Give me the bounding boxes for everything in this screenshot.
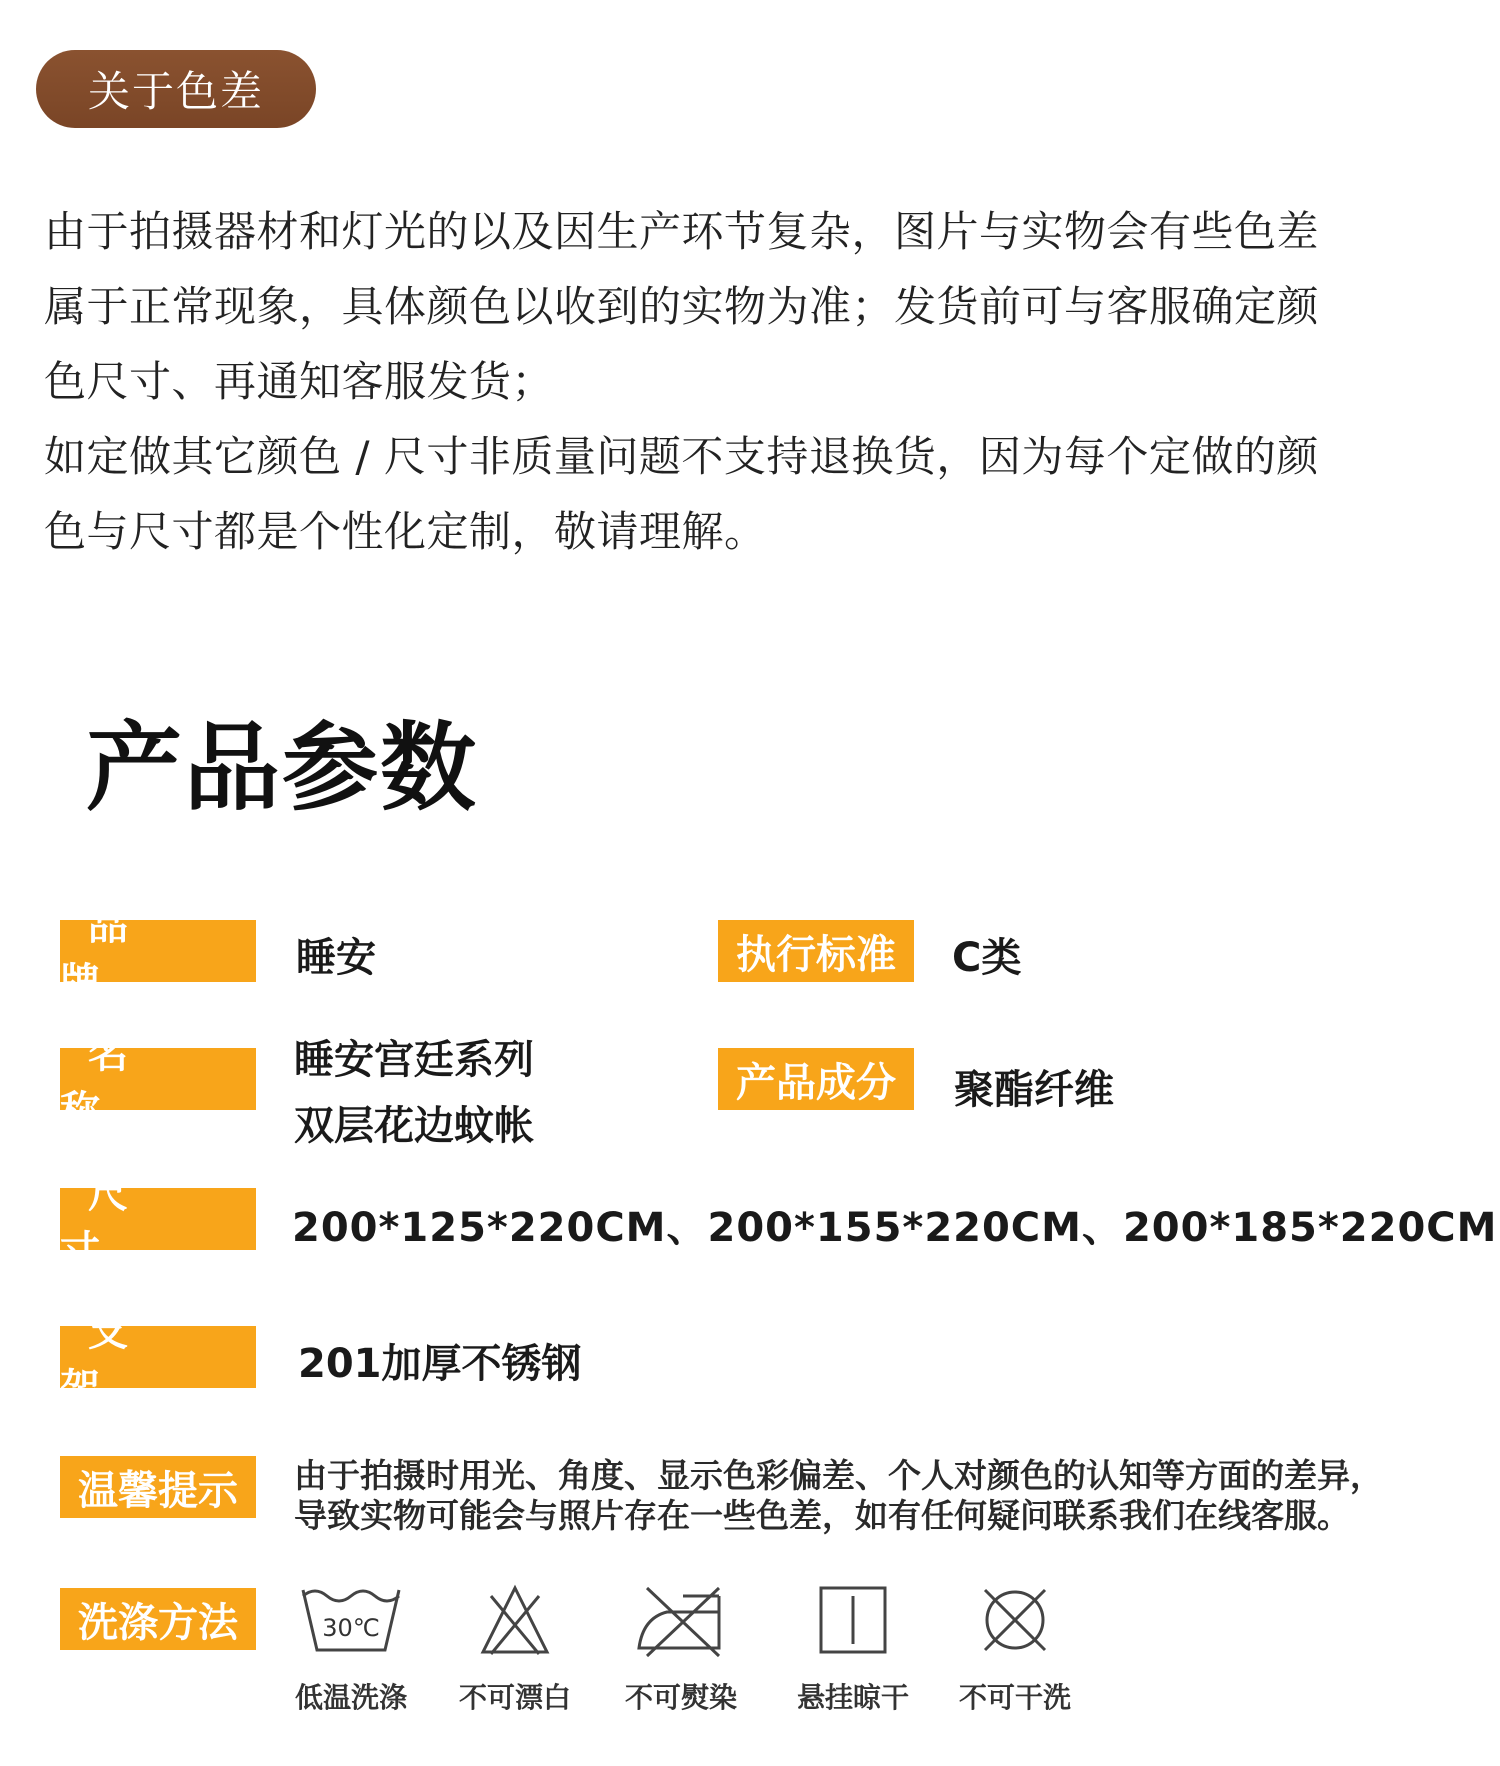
standard-label: 执行标准 [718, 920, 914, 982]
tip-label: 温馨提示 [60, 1456, 256, 1518]
name-value-line2: 双层花边蚊帐 [294, 1103, 534, 1149]
frame-label: 支 架 [60, 1326, 256, 1388]
material-label: 产品成分 [718, 1048, 914, 1110]
care-caption: 不可熨染 [624, 1681, 737, 1714]
no-iron-icon [633, 1582, 729, 1658]
color-diff-title: 关于色差 [87, 67, 264, 116]
name-label: 名 称 [60, 1048, 256, 1110]
wash-label: 洗涤方法 [60, 1588, 256, 1650]
care-caption: 低温洗涤 [294, 1681, 407, 1714]
color-diff-notice [44, 194, 1464, 569]
care-item-no-iron [606, 1582, 756, 1716]
no-bleach-icon [477, 1582, 553, 1658]
tip-line: 由于拍摄时用光、角度、显示色彩偏差、个人对颜色的认知等方面的差异， [294, 1456, 1383, 1495]
care-caption: 不可漂白 [458, 1681, 571, 1714]
size-label: 尺 寸 [60, 1188, 256, 1250]
notice-line: 如定做其它颜色 / 尺寸非质量问题不支持退换货，因为每个定做的颜 [44, 432, 1319, 481]
notice-line: 色与尺寸都是个性化定制，敬请理解。 [44, 507, 767, 556]
name-value-line1: 睡安宫廷系列 [294, 1037, 534, 1083]
care-caption: 悬挂晾干 [796, 1681, 909, 1714]
tip-line: 导致实物可能会与照片存在一些色差，如有任何疑问联系我们在线客服。 [294, 1496, 1350, 1535]
size-value: 200*125*220CM、200*155*220CM、200*185*220CM [292, 1205, 1498, 1251]
standard-value: C类 [952, 935, 1022, 981]
material-value: 聚酯纤维 [954, 1067, 1114, 1113]
wash-temp-text: 30℃ [322, 1614, 380, 1642]
tip-text [294, 1456, 1444, 1536]
color-diff-badge [36, 50, 316, 128]
care-item-no-dry-clean [940, 1582, 1090, 1716]
notice-line: 色尺寸、再通知客服发货； [44, 357, 555, 406]
brand-label: 品 牌 [60, 920, 256, 982]
notice-line: 属于正常现象，具体颜色以收到的实物为准；发货前可与客服确定颜 [44, 282, 1320, 331]
care-item-low-temp [276, 1582, 426, 1716]
care-caption: 不可干洗 [958, 1681, 1071, 1714]
care-item-no-bleach [440, 1582, 590, 1716]
wash-30-icon [299, 1582, 403, 1658]
hang-dry-icon [815, 1582, 891, 1658]
params-title: 产品参数 [86, 712, 478, 824]
notice-line: 由于拍摄器材和灯光的以及因生产环节复杂，图片与实物会有些色差 [44, 207, 1320, 256]
frame-value: 201加厚不锈钢 [298, 1341, 582, 1387]
brand-value: 睡安 [296, 935, 376, 981]
no-dry-clean-icon [977, 1582, 1053, 1658]
care-item-hang-dry [778, 1582, 928, 1716]
